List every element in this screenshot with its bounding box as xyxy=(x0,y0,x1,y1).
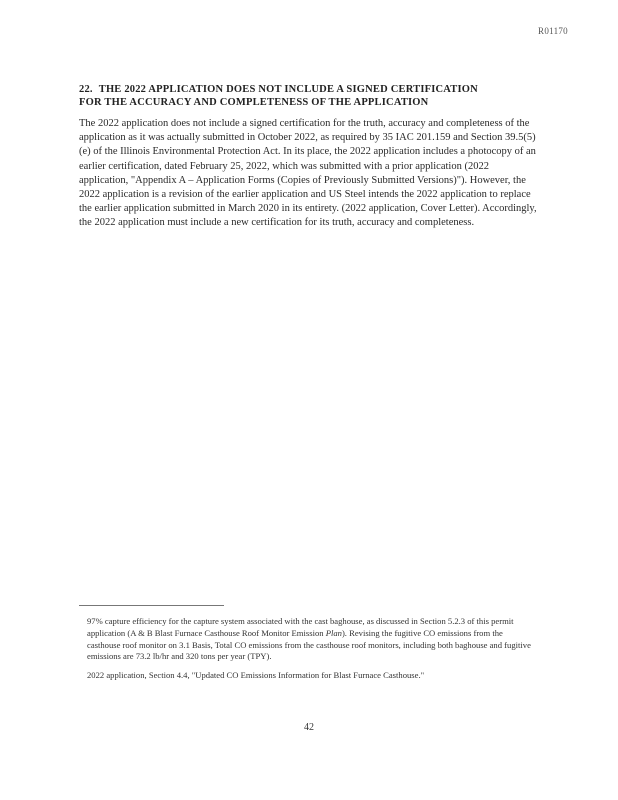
footnote-1-text-b: ). Revising the fugitive CO emissions from the casthouse roof monitor on 3.1 Basis, Total CO emissions from the casthouse roof monitors, including both baghouse and fugitive emissions are 73.2 lb/hr and 320 tons per year (TPY). xyxy=(87,627,531,662)
section-heading-line1 xyxy=(79,83,539,96)
page-number: 42 xyxy=(304,722,314,733)
footnotes xyxy=(79,616,534,689)
footnote-1 xyxy=(79,616,534,663)
section-heading xyxy=(79,83,539,109)
document-id: R01170 xyxy=(538,26,568,36)
footnote-2 xyxy=(79,670,534,682)
section-title-line1: THE 2022 APPLICATION DOES NOT INCLUDE A SIGNED CERTIFICATION xyxy=(98,84,478,95)
footnote-divider xyxy=(79,605,224,606)
section-22 xyxy=(79,83,539,231)
footnote-1-text-italic: Plan xyxy=(325,627,342,638)
section-paragraph: The 2022 application does not include a signed certification for the truth, accuracy and completeness of the application as it was actually submitted in October 2022, as required by 35 IAC 201.159 and Section 39.5(5)(e) of the Illinois Environmental Protection Act. In its place, the 2022 application includes a photocopy of an earlier certification, dated February 25, 2022, which was submitted with a prior application (2022 application, "Appendix A – Application Forms (Copies of Previously Submitted Versions)"). However, the 2022 application is a revision of the earlier application and US Steel intends the 2022 application to replace the earlier application submitted in March 2020 in its entirety. (2022 application, Cover Letter). Accordingly, the 2022 application must include a new certification for its truth, accuracy and completeness. xyxy=(79,118,537,229)
footnote-2-text: 2022 application, Section 4.4, "Updated CO Emissions Information for Blast Furnace Casthouse." xyxy=(87,670,425,681)
section-number: 22. xyxy=(79,84,93,95)
section-title-line2: FOR THE ACCURACY AND COMPLETENESS OF THE APPLICATION xyxy=(79,97,429,108)
footnote-1-text-a: 97% capture efficiency for the capture system associated with the cast baghouse, as discussed in Section 5.2.3 of this permit application (A & B Blast Furnace Casthouse Roof Monitor Emission xyxy=(87,616,514,638)
